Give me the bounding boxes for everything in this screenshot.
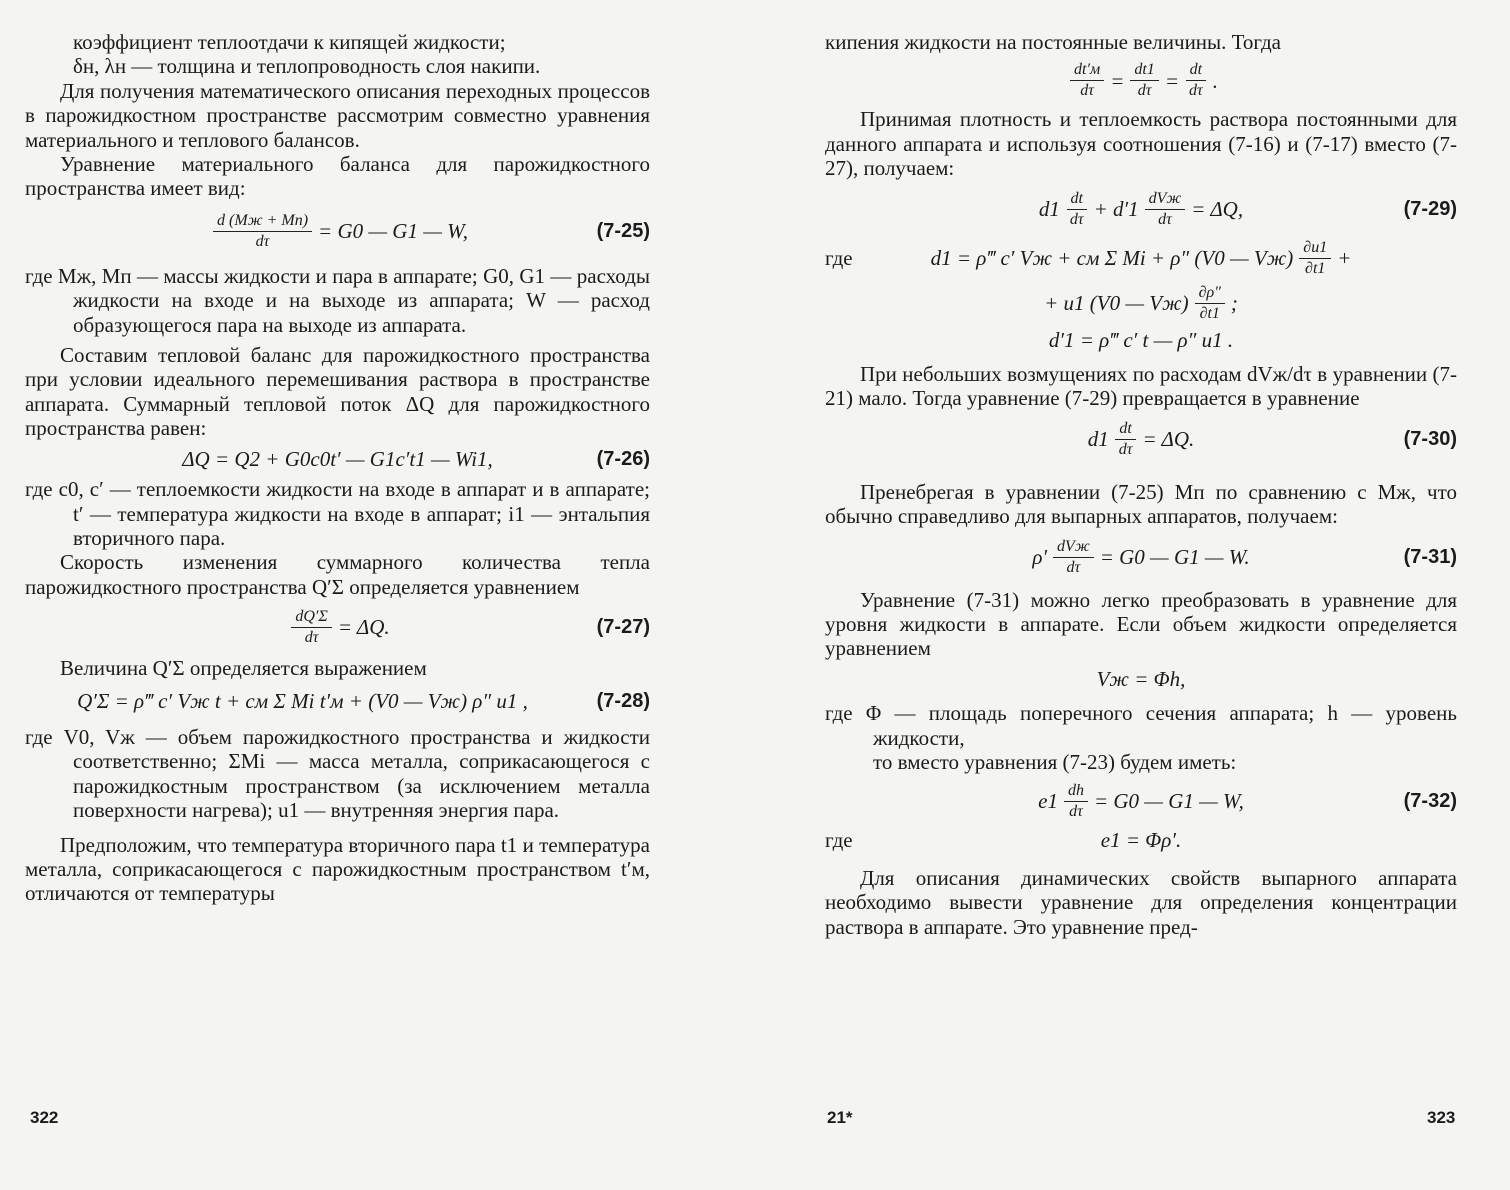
equation-rhs: = G0 — G1 — W, bbox=[318, 219, 468, 244]
where-clause: где c0, c′ — теплоемкости жидкости на входе в аппарат и в аппарате; t′ — температура жидкости на входе в аппарат; i1 — энтальпия вторичного пара. bbox=[25, 477, 650, 550]
equation-7-27 bbox=[25, 607, 650, 648]
right-text-column bbox=[825, 30, 1457, 939]
where-clause: где V0, Vж — объем парожидкостного пространства и жидкости соответственно; ΣMi — масса металла, соприкасающегося с парожидкостным пространством (за исключением металла поверхности нагрева); u1 — внутренняя энергия пара. bbox=[25, 724, 650, 823]
equation-number: (7-30) bbox=[1403, 428, 1457, 451]
equation-7-28 bbox=[25, 689, 650, 713]
equation-number: (7-32) bbox=[1403, 789, 1457, 812]
paragraph: Принимая плотность и теплоемкость раствора постоянными для данного аппарата и используя соотношения (7-16) и (7-17) вместо (7-27), получаем: bbox=[825, 107, 1457, 181]
signature-mark: 21* bbox=[827, 1108, 853, 1127]
text-line: δн, λн — толщина и теплопроводность слоя накипи. bbox=[73, 54, 541, 79]
fraction: $\frac{dQ'\Sigma}{d\tau}$ bbox=[291, 607, 332, 648]
paragraph: Величина Q′Σ определяется выражением bbox=[60, 656, 427, 681]
equals-sign: = bbox=[1164, 68, 1179, 93]
period: . bbox=[1212, 68, 1218, 93]
text-line: коэффициент теплоотдачи к кипящей жидкости; bbox=[73, 30, 506, 54]
equation-rhs: = ΔQ. bbox=[337, 615, 390, 640]
equation-d1-line1: где d1 = ρ‴ c′ Vж + cм Σ Mi + ρ″ (V0 — Vж) $\frac{\partial u1}{\partial t1}$ + bbox=[825, 238, 1352, 277]
equation-number: (7-26) bbox=[596, 447, 650, 470]
equation-body: Q′Σ = ρ‴ c′ Vж t + cм Σ Mi t′м + (V0 — Vж) ρ″ u1 , bbox=[77, 688, 528, 713]
equation-body: ΔQ = Q2 + G0c0t′ — G1c′t1 — Wi1, bbox=[182, 446, 493, 471]
equation-number: (7-25) bbox=[596, 220, 650, 243]
where-clause: где Mж, Mп — массы жидкости и пара в аппарате; G0, G1 — расходы жидкости на входе и на выходе из аппарата; W — расход образующегося пара на выходе из аппарата. bbox=[25, 263, 650, 337]
equation-7-26 bbox=[25, 447, 650, 471]
where-label: где bbox=[825, 827, 853, 852]
fraction: $\frac{dt'м}{d\tau}$ bbox=[1070, 60, 1104, 101]
text-line: то вместо уравнения (7-23) будем иметь: bbox=[873, 750, 1237, 775]
left-text-column bbox=[25, 30, 650, 906]
fraction: $\frac{\text{dVж}}{d\tau}$ bbox=[1145, 189, 1186, 230]
fraction: $\frac{\text{dVж}}{d\tau}$ bbox=[1053, 537, 1094, 578]
equation-7-25 bbox=[25, 211, 650, 252]
right-page bbox=[755, 0, 1510, 1190]
equals-sign: = bbox=[1110, 68, 1125, 93]
equation-number: (7-27) bbox=[596, 616, 650, 639]
text-line: кипения жидкости на постоянные величины. Тогда bbox=[825, 30, 1281, 54]
fraction: $\frac{d (Mж + Mп)}{d\tau}$ bbox=[213, 211, 312, 252]
equation-d1-line2: + u1 (V0 — Vж) $\frac{\partial\rho''}{\partial t1}$ ; bbox=[1044, 283, 1238, 322]
equation-dt bbox=[825, 60, 1457, 101]
paragraph: Для получения математического описания переходных процессов в парожидкостном пространстве рассмотрим совместно уравнения материального и теплового балансов. bbox=[25, 78, 650, 152]
page-number: 323 bbox=[1427, 1108, 1456, 1127]
equation-7-31: ρ′ $\frac{\text{dVж}}{d\tau}$ = G0 — G1 — W. (7-31) bbox=[1032, 537, 1457, 576]
fraction: $\frac{dt1}{d\tau}$ bbox=[1130, 60, 1158, 101]
fraction: $\frac{\partial u1}{\partial t1}$ bbox=[1299, 238, 1331, 279]
paragraph: При небольших возмущениях по расходам dVж/dτ в уравнении (7-21) мало. Тогда уравнение (7-29) превращается в уравнение bbox=[825, 362, 1457, 411]
equation-volume: Vж = Φh, bbox=[1096, 666, 1186, 691]
fraction: $\frac{dh}{d\tau}$ bbox=[1064, 781, 1088, 822]
page-number: 322 bbox=[30, 1108, 59, 1127]
equation-7-30: d1 $\frac{dt}{d\tau}$ = ΔQ. (7-30) bbox=[1087, 419, 1457, 458]
paragraph: Уравнение (7-31) можно легко преобразовать в уравнение для уровня жидкости в аппарате. Если объем жидкости определяется уравнением bbox=[825, 587, 1457, 661]
paragraph: Составим тепловой баланс для парожидкостного пространства при условии идеального перемешивания раствора в пространстве аппарата. Суммарный тепловой поток ΔQ для парожидкостного пространства равен: bbox=[25, 343, 650, 441]
paragraph: Скорость изменения суммарного количества тепла парожидкостного пространства Q′Σ определяется уравнением bbox=[25, 550, 650, 599]
fraction: $\frac{dt}{d\tau}$ bbox=[1066, 189, 1088, 230]
equation-7-32: e1 $\frac{dh}{d\tau}$ = G0 — G1 — W, (7-32) bbox=[1038, 781, 1457, 820]
paragraph: Предположим, что температура вторичного пара t1 и температура металла, соприкасающегося с парожидкостным пространством t′м, отличаются от температуры bbox=[25, 832, 650, 906]
fraction: $\frac{dt}{d\tau}$ bbox=[1115, 419, 1137, 460]
equation-e1: где e1 = Φρ′. bbox=[825, 827, 1182, 852]
where-clause: где Φ — площадь поперечного сечения аппарата; h — уровень жидкости, bbox=[825, 701, 1457, 750]
equation-d1-prime: d′1 = ρ‴ c′ t — ρ″ u1 . bbox=[1048, 327, 1234, 352]
equation-number: (7-28) bbox=[596, 689, 650, 712]
equation-number: (7-31) bbox=[1403, 545, 1457, 568]
fraction: $\frac{dt}{d\tau}$ bbox=[1185, 60, 1207, 101]
where-label: где bbox=[825, 245, 853, 270]
equation-7-29: d1 $\frac{dt}{d\tau}$ + d′1 $\frac{\text{dVж}}{d\tau}$ = ΔQ, (7-29) bbox=[1038, 189, 1457, 228]
paragraph: Пренебрегая в уравнении (7-25) Mп по сравнению с Mж, что обычно справедливо для выпарных аппаратов, получаем: bbox=[825, 479, 1457, 529]
paragraph: Для описания динамических свойств выпарного аппарата необходимо вывести уравнение для определения концентрации раствора в аппарате. Это уравнение пред- bbox=[825, 865, 1457, 939]
equation-number: (7-29) bbox=[1403, 197, 1457, 220]
fraction: $\frac{\partial\rho''}{\partial t1}$ bbox=[1195, 283, 1225, 324]
paragraph: Уравнение материального баланса для парожидкостного пространства имеет вид: bbox=[25, 152, 650, 201]
